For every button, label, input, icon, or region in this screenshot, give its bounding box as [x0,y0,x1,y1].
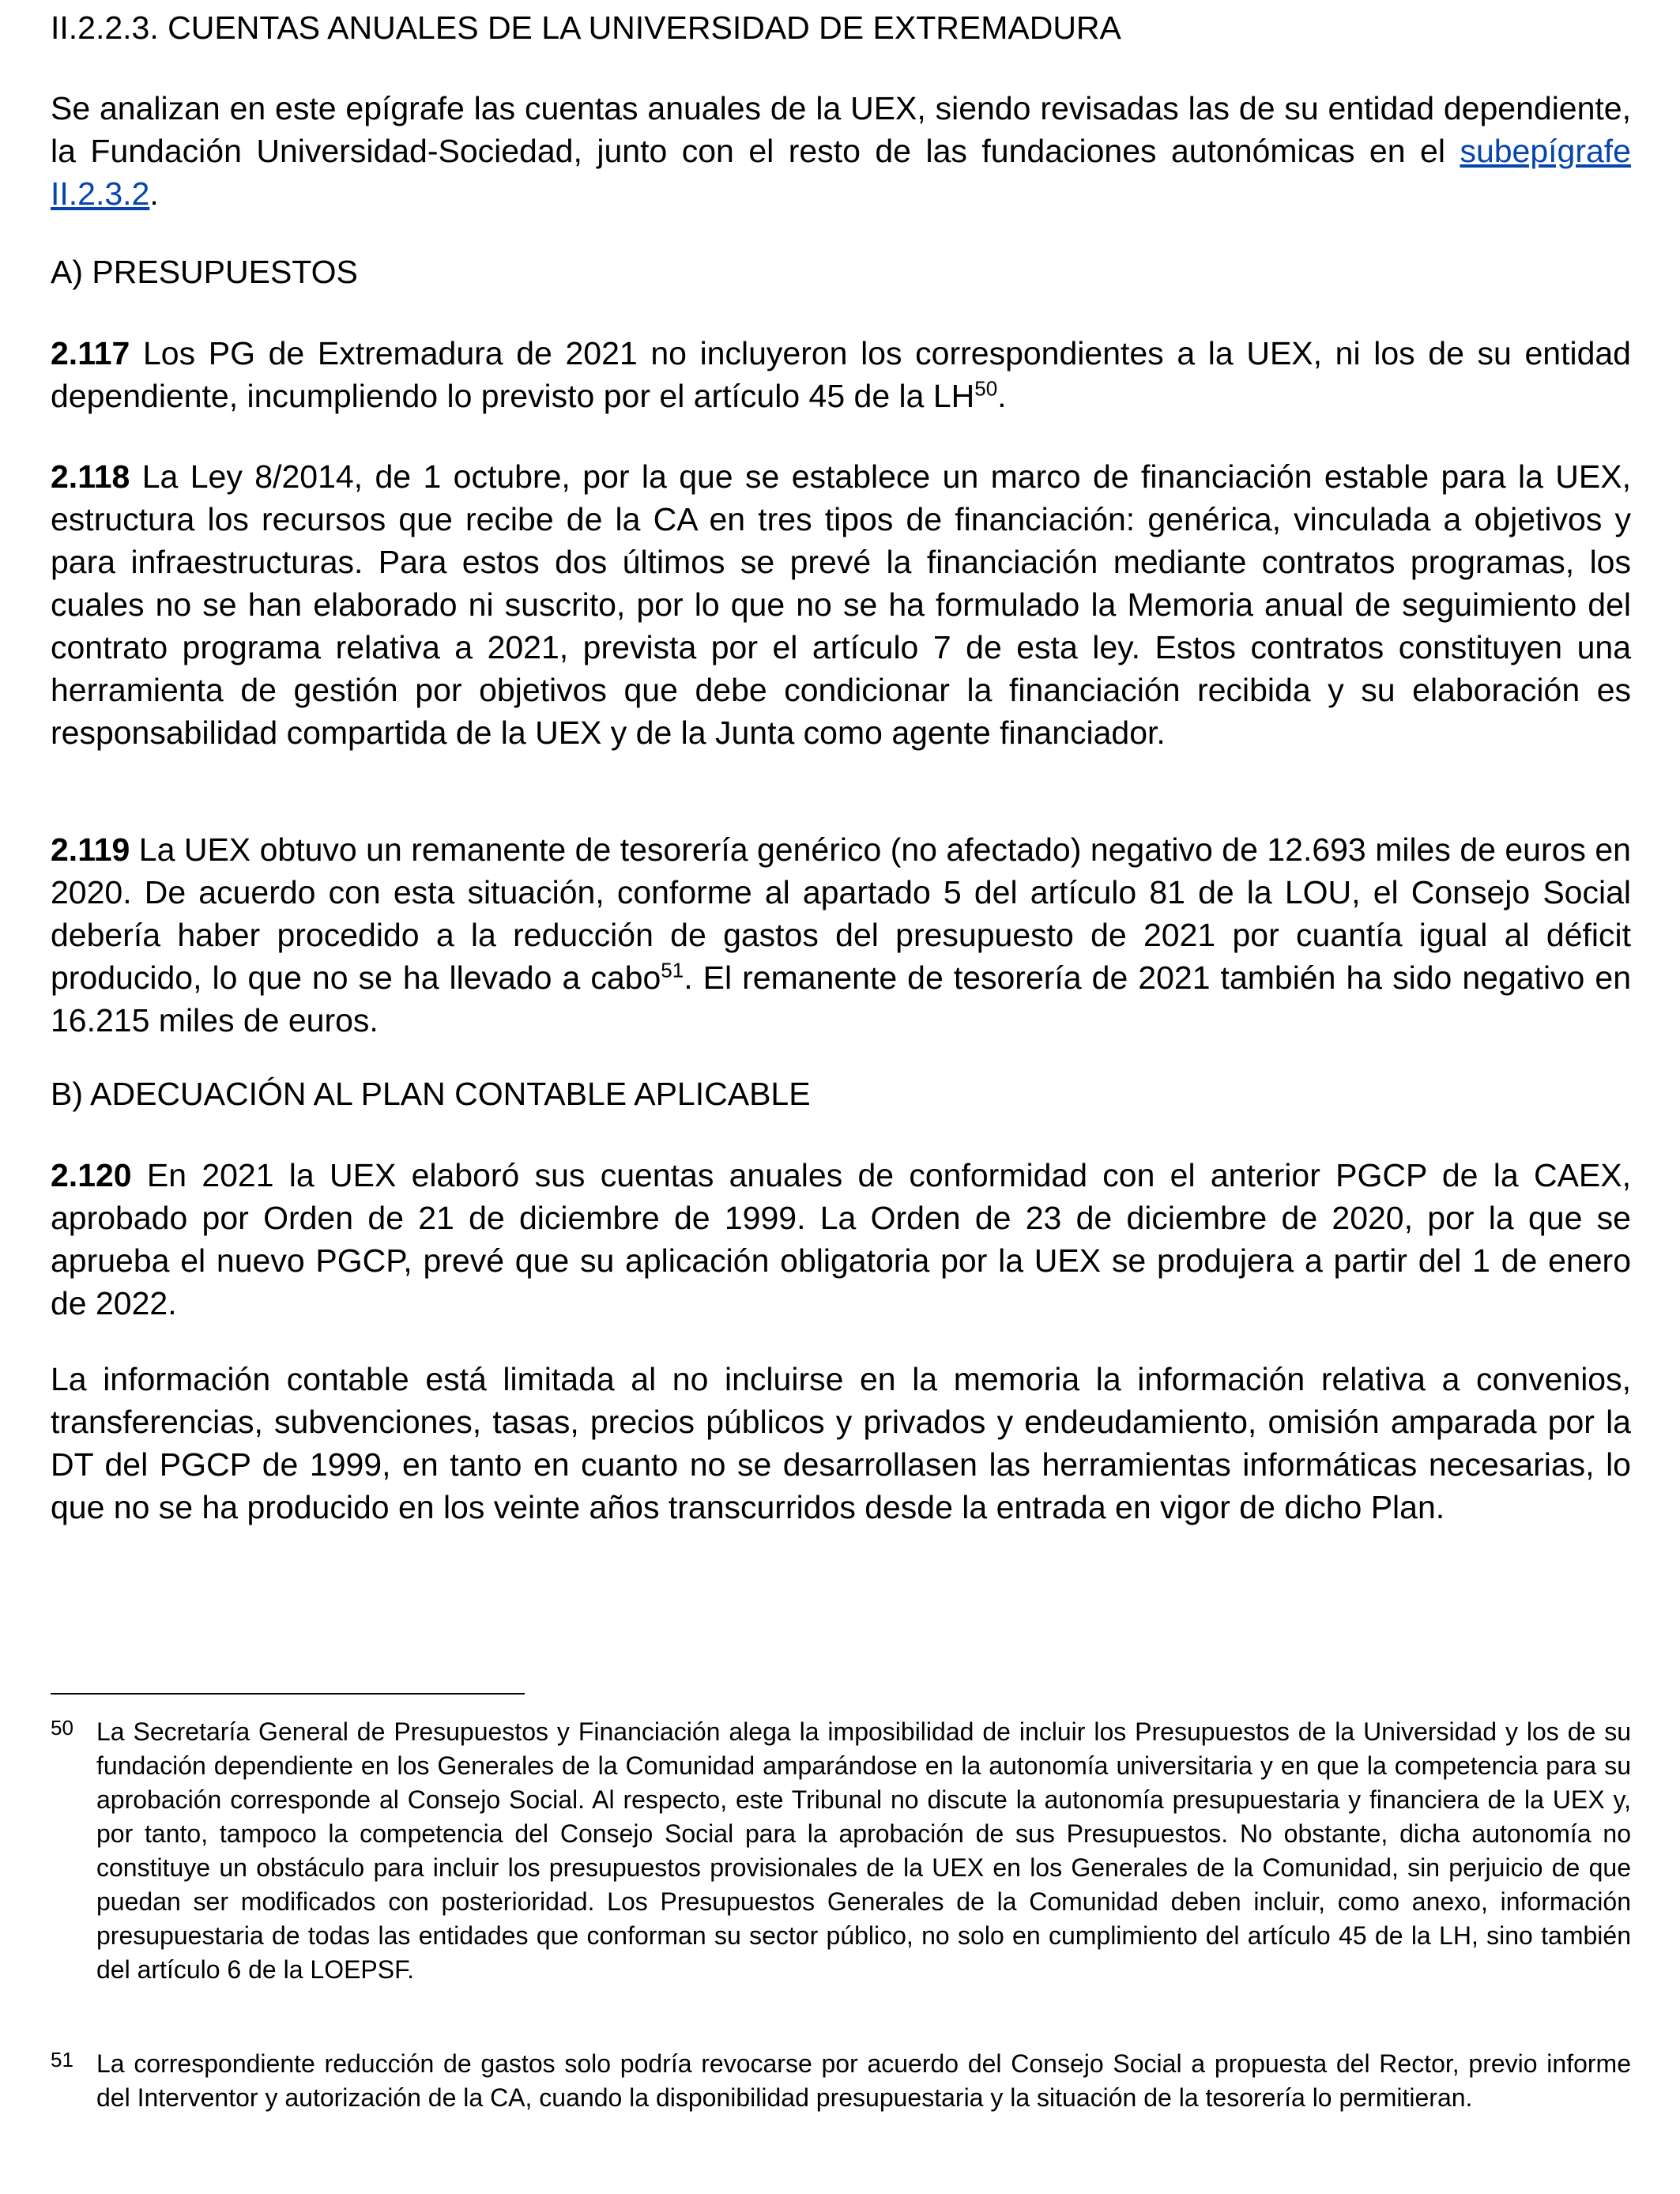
paragraph-text-after: . El remanente de tesorería de 2021 también ha sido negativo en 16.215 miles de euros. [51,959,1632,1039]
heading-adecuacion: B) ADECUACIÓN AL PLAN CONTABLE APLICABLE [51,1076,811,1112]
document-page [51,0,1631,2194]
footnote-ref-50[interactable]: 50 [974,376,998,401]
footnote-separator [51,1693,525,1695]
footnote-number: 51 [51,2048,73,2071]
footnote-number: 50 [51,1716,73,1740]
footnote-text: La Secretaría General de Presupuestos y Financiación alega la imposibilidad de incluir los Presupuestos de la Universidad y los de su fundación dependiente en los Generales de la Comunidad amparándose en la autonomía universitaria y en que la competencia para su aprobación corresponde al Consejo Social. Al respecto, este Tribunal no discute la autonomía presupuestaria y financiera de la UEX y, por tanto, tampoco la competencia del Consejo Social para la aprobación de sus Presupuestos. No obstante, dicha autonomía no constituye un obstáculo para incluir los presupuestos provisionales de la UEX en los Generales de la Comunidad, sin perjuicio de que puedan ser modificados con posterioridad. Los Presupuestos Generales de la Comunidad deben incluir, como anexo, información presupuestaria de todas las entidades que conforman su sector público, no solo en cumplimiento del artículo 45 de la LH, sino también del artículo 6 de la LOEPSF. [96,1717,1631,1984]
paragraph-number: 2.118 [51,458,130,495]
paragraph-2-117 [51,332,1631,417]
intro-text: Se analizan en este epígrafe las cuentas anuales de la UEX, siendo revisadas las de su entidad dependiente, la Fundación Universidad-Sociedad, junto con el resto de las fundaciones autonómicas en el [51,90,1631,169]
paragraph-informacion-contable: La información contable está limitada al no incluirse en la memoria la información relativa a convenios, transferencias, subvenciones, tasas, precios públicos y privados y endeudamiento, omisión amparada por la DT del PGCP de 1999, en tanto en cuanto no se desarrollasen las herramientas informáticas necesarias, lo que no se ha producido en los veinte años transcurridos desde la entrada en vigor de dicho Plan. [51,1361,1631,1525]
intro-paragraph [51,87,1631,215]
paragraph-2-120 [51,1154,1631,1325]
paragraph-text: En 2021 la UEX elaboró sus cuentas anuales de conformidad con el anterior PGCP de la CAEX, aprobado por Orden de 21 de diciembre de 1999. La Orden de 23 de diciembre de 2020, por la que se aprueba el nuevo PGCP, prevé que su aplicación obligatoria por la UEX se produjera a partir del 1 de enero de 2022. [51,1157,1631,1321]
heading-presupuestos: A) PRESUPUESTOS [51,254,358,290]
paragraph-number: 2.117 [51,335,130,371]
intro-end: . [149,175,159,212]
paragraph-number: 2.119 [51,831,130,868]
footnote-text: La correspondiente reducción de gastos solo podría revocarse por acuerdo del Consejo Social a propuesta del Rector, previo informe del Interventor y autorización de la CA, cuando la disponibilidad presupuestaria y la situación de la tesorería lo permitieran. [96,2049,1631,2112]
paragraph-text: Los PG de Extremadura de 2021 no incluyeron los correspondientes a la UEX, ni los de su entidad dependiente, incumpliendo lo previsto por el artículo 45 de la LH [51,335,1631,414]
footnote-ref-51[interactable]: 51 [661,958,684,982]
paragraph-number: 2.120 [51,1157,132,1193]
footnote-51 [51,2047,1631,2115]
paragraph-text: La UEX obtuvo un remanente de tesorería genérico (no afectado) negativo de 12.693 miles de euros en 2020. De acuerdo con esta situación, conforme al apartado 5 del artículo 81 de la LOU, el Consejo Social debería haber procedido a la reducción de gastos del presupuesto de 2021 por cuantía igual al déficit producido, lo que no se ha llevado a cabo [51,831,1631,996]
paragraph-end: . [997,378,1007,414]
paragraph-2-119 [51,828,1631,1042]
paragraph-2-118 [51,455,1631,754]
paragraph-text: La Ley 8/2014, de 1 octubre, por la que se establece un marco de financiación estable para la UEX, estructura los recursos que recibe de la CA en tres tipos de financiación: genérica, vinculada a objetivos y para infraestructuras. Para estos dos últimos se prevé la financiación mediante contratos programas, los cuales no se han elaborado ni suscrito, por lo que no se ha formulado la Memoria anual de seguimiento del contrato programa relativa a 2021, prevista por el artículo 7 de esta ley. Estos contratos constituyen una herramienta de gestión por objetivos que debe condicionar la financiación recibida y su elaboración es responsabilidad compartida de la UEX y de la Junta como agente financiador. [51,458,1631,751]
subepigrafe-link[interactable]: subepígrafe II.2.3.2 [51,133,1631,212]
section-heading: II.2.2.3. CUENTAS ANUALES DE LA UNIVERSIDAD DE EXTREMADURA [51,9,1121,46]
footnote-50 [51,1715,1631,1987]
